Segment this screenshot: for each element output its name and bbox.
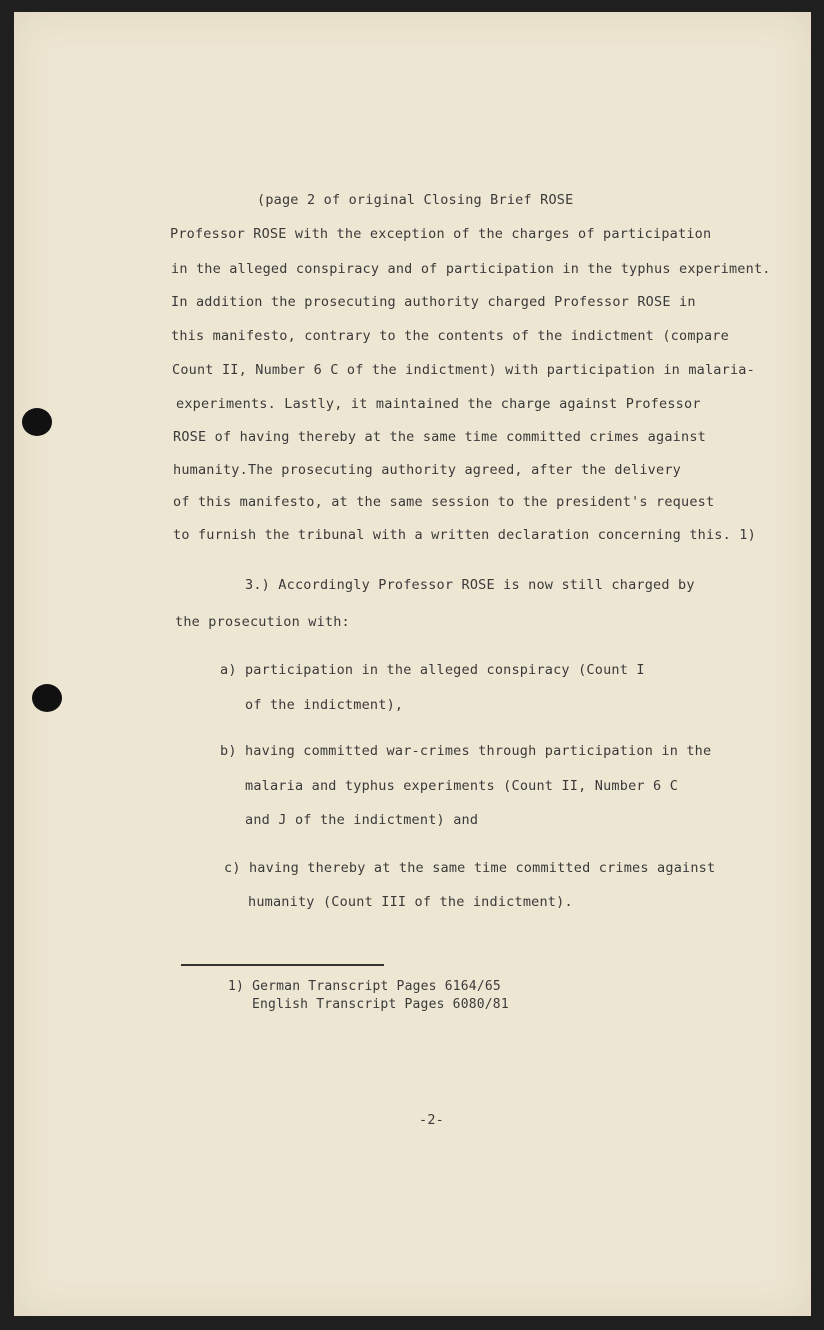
item-b-line-2: malaria and typhus experiments (Count II, Number 6 C	[245, 778, 679, 794]
item-c-line-2: humanity (Count III of the indictment).	[248, 894, 573, 910]
item-b-line-3: and J of the indictment) and	[245, 812, 479, 828]
paragraph1-line-3: In addition the prosecuting authority charged Professor ROSE in	[171, 294, 696, 310]
item-b-line-1: b) having committed war-crimes through participation in the	[220, 743, 712, 759]
punch-hole-bottom	[32, 684, 62, 712]
paragraph1-line-8: humanity.The prosecuting authority agreed, after the delivery	[173, 462, 681, 478]
paragraph1-line-1: Professor ROSE with the exception of the charges of participation	[170, 226, 712, 242]
paragraph1-line-7: ROSE of having thereby at the same time committed crimes against	[173, 429, 706, 445]
page-number: -2-	[419, 1112, 444, 1128]
item-a-line-1: a) participation in the alleged conspiracy (Count I	[220, 662, 645, 678]
footnote-line-1: 1) German Transcript Pages 6164/65	[228, 979, 501, 994]
paragraph1-line-5: Count II, Number 6 C of the indictment) with participation in malaria-	[172, 362, 755, 378]
footnote-rule	[181, 964, 384, 966]
paragraph1-line-9: of this manifesto, at the same session to the president's request	[173, 494, 715, 510]
paragraph2-line-1: 3.) Accordingly Professor ROSE is now still charged by	[245, 577, 695, 593]
item-a-line-2: of the indictment),	[245, 697, 404, 713]
page-header: (page 2 of original Closing Brief ROSE	[257, 192, 574, 208]
punch-hole-top	[22, 408, 52, 436]
paragraph2-line-2: the prosecution with:	[175, 614, 350, 630]
item-c-line-1: c) having thereby at the same time committed crimes against	[224, 860, 716, 876]
paragraph1-line-6: experiments. Lastly, it maintained the charge against Professor	[176, 396, 701, 412]
paragraph1-line-2: in the alleged conspiracy and of participation in the typhus experiment.	[171, 261, 771, 277]
paragraph1-line-4: this manifesto, contrary to the contents of the indictment (compare	[171, 328, 729, 344]
paragraph1-line-10: to furnish the tribunal with a written declaration concerning this. 1)	[173, 527, 756, 543]
footnote-line-2: English Transcript Pages 6080/81	[252, 997, 509, 1012]
